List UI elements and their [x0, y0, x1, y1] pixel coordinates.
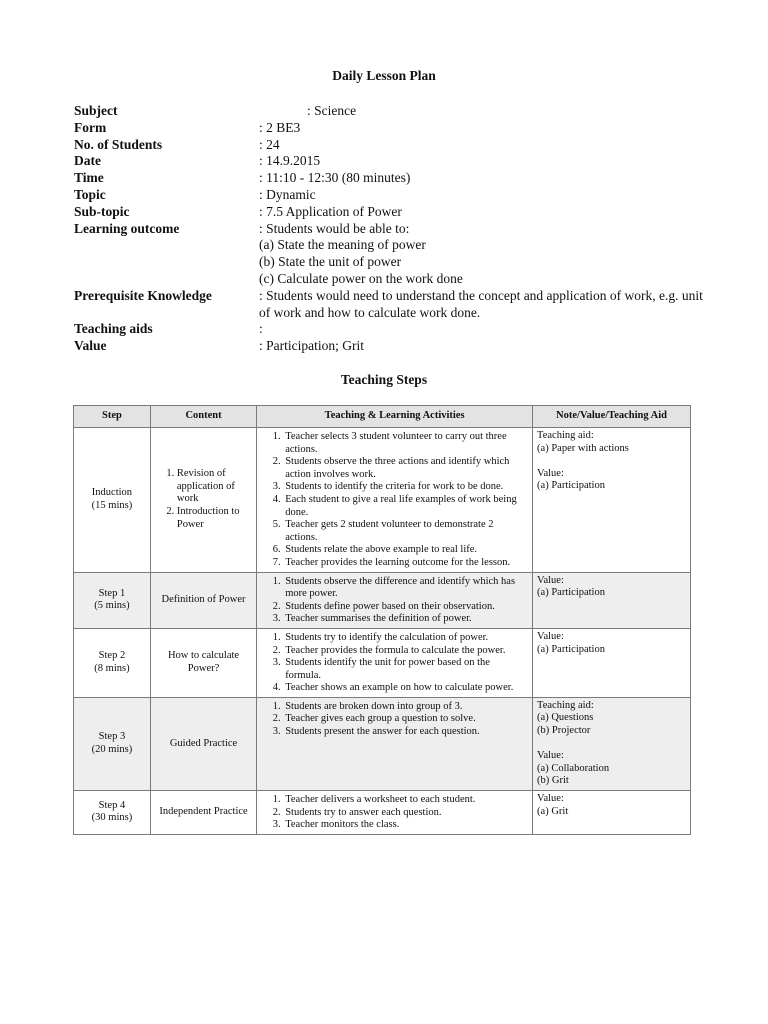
outcome-line: (b) State the unit of power: [259, 254, 402, 270]
info-row-subject: [74, 103, 714, 120]
step-cell: [74, 572, 151, 628]
note-block: [537, 700, 686, 788]
list-item: 1. Teacher selects 3 student volunteer to carry out three actions.: [283, 431, 528, 456]
column-header: Teaching & Learning Activities: [257, 406, 533, 428]
list-item: 2. Students try to answer each question.: [283, 807, 528, 820]
info-value: : Dynamic: [259, 186, 316, 202]
info-label: Sub-topic: [74, 203, 130, 219]
list-item: 4. Each student to give a real life examples of work being done.: [283, 494, 528, 519]
list-item: 2. Teacher gives each group a question to solve.: [283, 713, 528, 726]
info-value: : 11:10 - 12:30 (80 minutes): [259, 170, 411, 186]
step-duration: (30 mins): [91, 812, 133, 824]
note-line: Value:: [537, 574, 564, 586]
teaching-steps-table: [73, 405, 691, 835]
info-row-date: [74, 153, 714, 170]
info-row-learning-outcome: [74, 221, 714, 288]
content-list: [155, 468, 252, 531]
info-label: Prerequisite Knowledge: [74, 287, 212, 303]
activities-cell: [257, 791, 533, 835]
info-value: : 24: [259, 136, 280, 152]
info-row-form: [74, 120, 714, 137]
note-line: Value:: [537, 793, 564, 805]
step-name: Step 4: [98, 799, 126, 811]
list-item: 2. Teacher provides the formula to calculate the power.: [283, 645, 528, 658]
note-block: [537, 793, 686, 818]
activities-list: [261, 431, 528, 570]
note-line: (b) Projector: [537, 725, 591, 737]
content-cell: Guided Practice: [150, 697, 256, 790]
column-header: Note/Value/Teaching Aid: [533, 406, 691, 428]
list-item: 3. Teacher monitors the class.: [283, 819, 528, 832]
list-item: 3. Students present the answer for each question.: [283, 726, 528, 739]
note-line: (b) Grit: [537, 775, 569, 787]
activities-cell: [257, 628, 533, 697]
content-cell: [150, 428, 256, 573]
list-item: 3. Students to identify the criteria for work to be done.: [283, 481, 528, 494]
list-item: 1. Students try to identify the calculation of power.: [283, 632, 528, 645]
list-item: 2. Introduction to Power: [177, 506, 252, 531]
info-value: :: [259, 321, 263, 337]
list-item: 3. Teacher summarises the definition of power.: [283, 613, 528, 626]
list-item: 5. Teacher gets 2 student volunteer to demonstrate 2 actions.: [283, 519, 528, 544]
step-duration: (8 mins): [94, 662, 130, 674]
list-item: 1. Students are broken down into group of 3.: [283, 701, 528, 714]
info-label: Form: [74, 119, 107, 135]
info-value: : 2 BE3: [259, 119, 301, 135]
note-block: [537, 631, 686, 656]
step-duration: (20 mins): [91, 743, 133, 755]
notes-cell: [533, 697, 691, 790]
list-item: 3. Students identify the unit for power based on the formula.: [283, 657, 528, 682]
step-name: Step 1: [98, 587, 126, 599]
info-row-students: [74, 137, 714, 154]
info-value: : 7.5 Application of Power: [259, 203, 402, 219]
step-name: Induction: [91, 487, 133, 499]
step-cell: [74, 791, 151, 835]
content-cell: How to calculate Power?: [150, 628, 256, 697]
table-header-row: [74, 406, 691, 428]
activities-list: [261, 632, 528, 695]
activities-cell: [257, 428, 533, 573]
note-line: (a) Grit: [537, 805, 569, 817]
note-line: (a) Participation: [537, 480, 605, 492]
step-duration: (5 mins): [94, 600, 130, 612]
info-row-prerequisite: [74, 288, 714, 322]
document-title: Daily Lesson Plan: [332, 68, 436, 83]
step-name: Step 3: [98, 731, 126, 743]
info-label: Topic: [74, 186, 106, 202]
info-row-time: [74, 170, 714, 187]
content-cell: Definition of Power: [150, 572, 256, 628]
note-block: [537, 575, 686, 600]
table-row: [74, 428, 691, 573]
info-label: Value: [74, 338, 107, 354]
note-line: Value:: [537, 630, 564, 642]
note-line: (a) Collaboration: [537, 762, 610, 774]
info-label: Learning outcome: [74, 220, 180, 236]
note-gap: [537, 455, 686, 468]
note-line: Value:: [537, 467, 564, 479]
activities-cell: [257, 697, 533, 790]
step-cell: [74, 628, 151, 697]
outcome-line: (a) State the meaning of power: [259, 237, 426, 253]
note-gap: [537, 738, 686, 751]
info-value: : Science: [307, 103, 357, 118]
note-line: Teaching aid:: [537, 699, 594, 711]
step-cell: [74, 428, 151, 573]
info-label: Date: [74, 153, 101, 169]
note-line: (a) Participation: [537, 587, 605, 599]
column-header: Step: [74, 406, 151, 428]
info-row-value: [74, 338, 714, 355]
list-item: 6. Students relate the above example to real life.: [283, 544, 528, 557]
activities-list: [261, 794, 528, 832]
content-cell: Independent Practice: [150, 791, 256, 835]
info-label: Time: [74, 170, 104, 186]
info-label: No. of Students: [74, 136, 163, 152]
table-row: [74, 791, 691, 835]
step-name: Step 2: [98, 650, 126, 662]
outcome-line: : Students would be able to:: [259, 220, 410, 236]
list-item: 1. Students observe the difference and identify which has more power.: [283, 576, 528, 601]
list-item: 2. Students define power based on their observation.: [283, 601, 528, 614]
note-line: Value:: [537, 750, 564, 762]
notes-cell: [533, 572, 691, 628]
lesson-info: [74, 103, 714, 355]
activities-cell: [257, 572, 533, 628]
note-line: Teaching aid:: [537, 430, 594, 441]
info-label: Subject: [74, 103, 118, 118]
step-cell: [74, 697, 151, 790]
table-row: [74, 572, 691, 628]
list-item: 4. Teacher shows an example on how to calculate power.: [283, 682, 528, 695]
info-row-teaching-aids: [74, 321, 714, 338]
note-line: (a) Questions: [537, 712, 594, 724]
notes-cell: [533, 428, 691, 573]
info-value: : Students would need to understand the concept and application of work, e.g. unit of work and how to calculate work done.: [259, 287, 703, 320]
info-row-topic: [74, 187, 714, 204]
list-item: 7. Teacher provides the learning outcome for the lesson.: [283, 557, 528, 570]
note-block: [537, 430, 686, 493]
note-line: (a) Participation: [537, 643, 605, 655]
note-line: (a) Paper with actions: [537, 442, 629, 454]
info-label: Teaching aids: [74, 321, 153, 337]
info-row-subtopic: [74, 204, 714, 221]
activities-list: [261, 701, 528, 739]
section-title: Teaching Steps: [340, 372, 428, 387]
notes-cell: [533, 791, 691, 835]
column-header: Content: [150, 406, 256, 428]
list-item: 2. Students observe the three actions and identify which action involves work.: [283, 456, 528, 481]
activities-list: [261, 576, 528, 626]
info-value: : Participation; Grit: [259, 338, 364, 354]
info-value: [259, 221, 714, 288]
info-value: : 14.9.2015: [259, 153, 321, 169]
table-row: [74, 697, 691, 790]
table-row: [74, 628, 691, 697]
list-item: 1. Teacher delivers a worksheet to each student.: [283, 794, 528, 807]
outcome-line: (c) Calculate power on the work done: [259, 270, 463, 286]
list-item: 1. Revision of application of work: [177, 468, 252, 506]
step-duration: (15 mins): [91, 499, 133, 511]
notes-cell: [533, 628, 691, 697]
